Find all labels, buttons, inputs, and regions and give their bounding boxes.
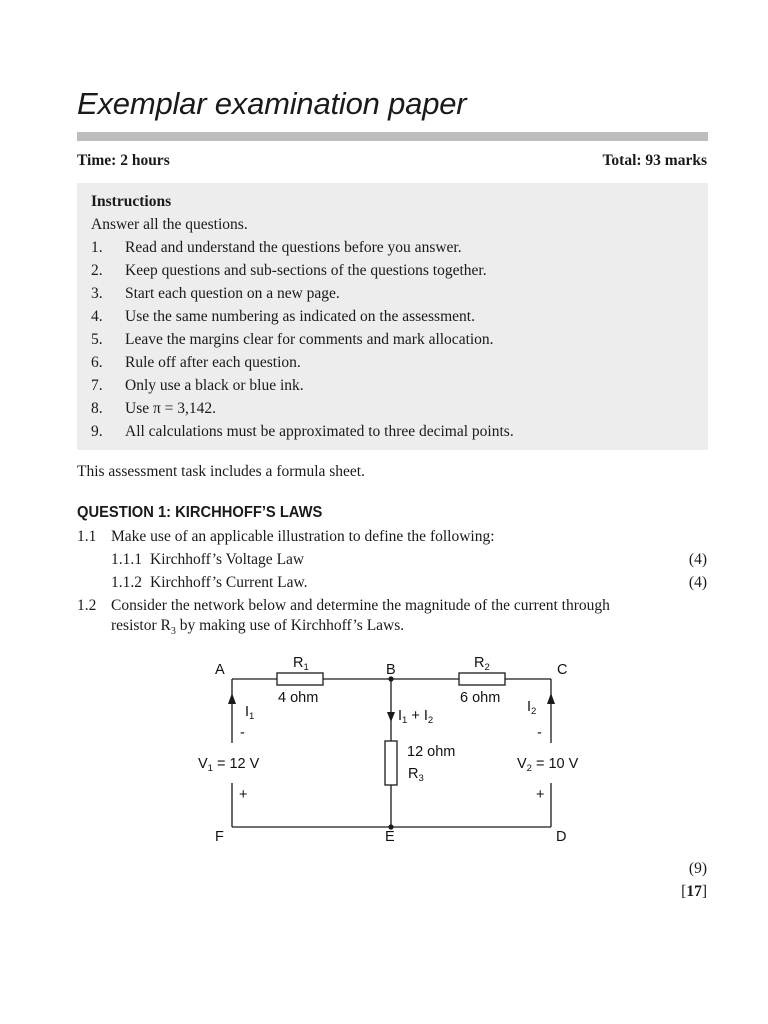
question-number: 1.1.1 (111, 551, 142, 568)
question-1-1 (77, 528, 495, 546)
instruction-number: 2. (91, 262, 103, 279)
title-underline-bar (77, 132, 708, 141)
question-1-2 (77, 597, 610, 615)
instruction-number: 8. (91, 400, 103, 417)
source2-minus: - (537, 725, 542, 741)
instruction-item (91, 377, 514, 400)
instruction-text: Keep questions and sub-sections of the questions together. (125, 262, 487, 279)
question-number: 1.1 (77, 528, 97, 545)
instruction-item (91, 354, 514, 377)
question-number: 1.2 (77, 597, 97, 614)
instruction-item (91, 285, 514, 308)
question-1-total: [17] (681, 883, 707, 900)
instruction-text: All calculations must be approximated to three decimal points. (125, 423, 514, 440)
exam-time: Time: 2 hours (77, 152, 170, 169)
instruction-item (91, 308, 514, 331)
question-1-2-line-2 (111, 617, 404, 637)
question-text: Make use of an applicable illustration to define the following: (111, 528, 495, 545)
node-e-label: E (385, 829, 395, 845)
instruction-number: 7. (91, 377, 103, 394)
resistor-r1 (277, 673, 323, 685)
instruction-number: 1. (91, 239, 103, 256)
question-text: resistor R (111, 617, 171, 634)
node-c-label: C (557, 662, 568, 678)
page-title: Exemplar examination paper (77, 86, 467, 121)
resistor-r3 (385, 741, 397, 785)
question-text: Kirchhoff’s Current Law. (150, 574, 308, 591)
v1-label: $V_1 = 12$ V (198, 756, 260, 774)
i-mid-label: $I_1 + I_2$ (398, 708, 434, 726)
marks-1-1-1: (4) (688, 551, 707, 568)
instructions-box (77, 183, 708, 450)
instruction-item (91, 400, 514, 423)
node-f-label: F (215, 829, 224, 845)
exam-total-marks: Total: 93 marks (602, 152, 707, 169)
r2-value: 6 ohm (460, 690, 501, 706)
question-1-heading: QUESTION 1: KIRCHHOFF’S LAWS (77, 504, 323, 521)
r3-value: 12 ohm (407, 744, 456, 760)
i1-label: $I_1$ (245, 704, 255, 722)
question-number: 1.1.2 (111, 574, 142, 591)
instruction-number: 5. (91, 331, 103, 348)
resistor-r2 (459, 673, 505, 685)
instruction-text: Use π = 3,142. (125, 400, 217, 417)
instruction-number: 9. (91, 423, 103, 440)
marks-1-2: (9) (688, 860, 707, 877)
instructions-intro: Answer all the questions. (91, 216, 248, 233)
resistor-subscript: 3 (170, 626, 176, 638)
node-d-label: D (556, 829, 567, 845)
source1-minus: - (240, 725, 245, 741)
instruction-number: 6. (91, 354, 103, 371)
arrow-down-i-mid-icon (387, 712, 395, 722)
question-1-1-1 (111, 551, 304, 569)
v2-label: $V_2 = 10$ V (517, 756, 579, 774)
question-1-1-2 (111, 574, 308, 592)
instruction-item (91, 262, 514, 285)
question-text: Kirchhoff’s Voltage Law (150, 551, 305, 568)
instruction-text: Read and understand the questions before you answer. (125, 239, 462, 256)
r2-label: $R_2$ (474, 655, 490, 673)
instruction-item (91, 239, 514, 262)
r1-label: $R_1$ (293, 655, 309, 673)
question-text: Consider the network below and determine the magnitude of the current through (111, 597, 610, 614)
arrow-up-i1-icon (228, 693, 236, 704)
node-a-label: A (215, 662, 225, 678)
formula-sheet-note: This assessment task includes a formula sheet. (77, 463, 365, 480)
node-b-label: B (386, 662, 396, 678)
r3-label: $R_3$ (408, 766, 424, 784)
instruction-item (91, 423, 514, 446)
arrow-up-i2-icon (547, 693, 555, 704)
i2-label: $I_2$ (527, 699, 537, 717)
question-text: by making use of Kirchhoff’s Laws. (175, 617, 405, 634)
source2-plus: + (536, 787, 545, 803)
instruction-text: Only use a black or blue ink. (125, 377, 304, 394)
source1-plus: + (239, 787, 248, 803)
instruction-item (91, 331, 514, 354)
instructions-list (91, 239, 514, 446)
instruction-text: Start each question on a new page. (125, 285, 340, 302)
instructions-heading: Instructions (91, 193, 172, 210)
instruction-number: 4. (91, 308, 103, 325)
instruction-number: 3. (91, 285, 103, 302)
r1-value: 4 ohm (278, 690, 319, 706)
marks-1-1-2: (4) (688, 574, 707, 591)
circuit-diagram (190, 650, 610, 855)
instruction-text: Rule off after each question. (125, 354, 301, 371)
instruction-text: Leave the margins clear for comments and mark allocation. (125, 331, 494, 348)
instruction-text: Use the same numbering as indicated on the assessment. (125, 308, 475, 325)
